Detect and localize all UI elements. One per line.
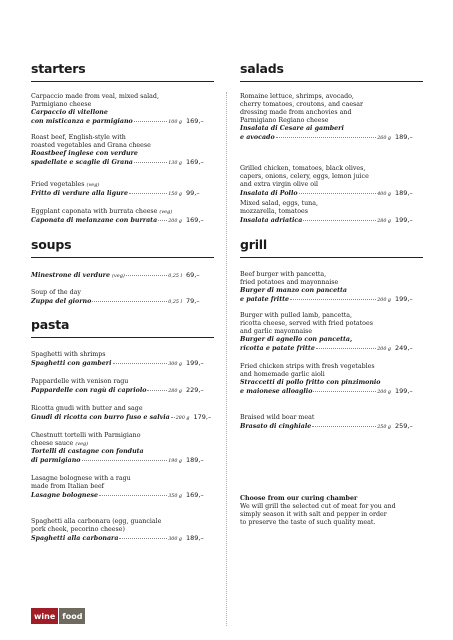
item-description: capers, onions, celery, eggs, lemon juice (240, 173, 369, 181)
item-price: 199,– (395, 295, 413, 304)
menu-item (31, 475, 214, 501)
item-description: Pappardelle with venison ragu (31, 378, 129, 385)
item-price-line (31, 216, 214, 226)
item-description: Fried chicken strips with fresh vegetables (240, 363, 375, 370)
item-description: roasted vegetables and Grana cheese (31, 142, 151, 150)
item-quantity: 250 g (377, 425, 391, 431)
menu-item (31, 405, 214, 423)
wine-food-logo (31, 608, 85, 624)
item-italian-name: Zuppa del giorno (31, 298, 92, 306)
item-price: 189,– (186, 456, 204, 465)
dotted-leader (126, 275, 167, 276)
dotted-leader (276, 137, 377, 138)
item-price: 169,– (186, 491, 204, 500)
note-line: simply season it with salt and pepper in order (240, 511, 387, 519)
item-italian-name: spadellate e scaglie di Grana (31, 159, 133, 167)
dotted-leader (313, 391, 376, 392)
item-price-line (240, 133, 423, 143)
item-italian-name: Brasato di cinghiale (240, 423, 312, 431)
item-quantity: 280 g (175, 416, 190, 422)
item-description: mozzarella, tomatoes (240, 208, 308, 216)
item-italian-name: Minestrone di verdure (31, 272, 110, 279)
item-price: 199,– (186, 359, 204, 368)
item-price-line (240, 216, 423, 226)
dotted-leader (92, 301, 167, 302)
menu-item (31, 378, 214, 396)
item-description: pork cheek, pecorino cheese) (31, 526, 125, 534)
dotted-leader (303, 220, 376, 221)
curing-chamber-note (240, 495, 423, 527)
item-quantity: 300 g (168, 362, 182, 368)
item-price: 199,– (395, 387, 413, 396)
item-quantity: 260 g (377, 136, 391, 142)
item-price-line (31, 456, 214, 466)
item-price: 199,– (395, 216, 413, 225)
item-quantity: 130 g (168, 161, 182, 167)
item-description: dressing made from anchovies and (240, 109, 352, 117)
menu-item (31, 181, 214, 199)
note-title: Choose from our curing chamber (240, 495, 358, 502)
veg-tag: (veg) (111, 273, 125, 279)
item-price: 169,– (186, 216, 204, 225)
item-description: and extra virgin olive oil (240, 181, 319, 189)
dotted-leader (171, 417, 175, 418)
menu-item (31, 271, 214, 281)
item-italian-name: e patate fritte (240, 296, 290, 304)
item-price: 249,– (395, 344, 413, 353)
item-quantity: 190 g (168, 459, 182, 465)
item-description: Eggplant caponata with burrata cheese (31, 208, 158, 215)
item-italian-name: Straccetti di pollo fritto con pinzimonio (240, 379, 381, 387)
item-quantity: 280 g (168, 389, 182, 395)
dotted-leader (312, 426, 376, 427)
menu-item (31, 208, 214, 226)
item-italian-name: Spaghetti alla carbonara (31, 535, 119, 543)
item-quantity: 400 g (377, 192, 391, 198)
item-italian-name: Insalata di Cesare ai gamberi (240, 125, 344, 133)
veg-tag: (veg) (75, 441, 89, 448)
section-header-salads (240, 61, 423, 82)
item-quantity: 200 g (377, 390, 391, 396)
item-quantity: 280 g (377, 219, 391, 225)
menu-item (31, 518, 214, 544)
item-quantity: 200 g (168, 219, 182, 225)
item-italian-name: Burger di manzo con pancetta (240, 287, 348, 295)
menu-item (31, 289, 214, 307)
item-price-line (31, 359, 214, 369)
menu-item (31, 432, 214, 466)
section-header-grill (240, 237, 423, 258)
item-quantity: 200 g (377, 298, 391, 304)
dotted-leader (158, 220, 167, 221)
item-price-line (31, 158, 214, 168)
item-price-line (240, 344, 423, 354)
item-price-line (31, 386, 214, 396)
item-description-line (31, 208, 214, 216)
item-italian-name: Burger di agnello con pancetta, (240, 336, 353, 344)
section-header-starters (31, 61, 214, 82)
item-italian-name: Tortelli di castagne con fonduta (31, 448, 144, 456)
menu-item (31, 134, 214, 168)
item-description: Carpaccio made from veal, mixed salad, (31, 93, 159, 100)
item-price: 169,– (186, 158, 204, 167)
item-description: Chestnutt tortelli with Parmigiano (31, 432, 141, 439)
item-italian-name: Pappardelle con ragù di capriolo (31, 387, 147, 395)
item-price-line (31, 189, 214, 199)
item-price: 259,– (395, 422, 413, 431)
item-description: Parmigiano Regiano cheese (240, 117, 329, 125)
item-description: cheese sauce (31, 440, 74, 448)
menu-item (240, 363, 423, 397)
item-quantity: 0,25 l (168, 274, 182, 279)
section-title-pasta: pasta (31, 317, 70, 332)
item-italian-name: ricotta e patate fritte (240, 345, 315, 353)
item-description: Spaghetti with shrimps (31, 351, 106, 358)
dotted-leader (129, 193, 167, 194)
dotted-leader (147, 390, 167, 391)
item-price: 99,– (186, 189, 200, 198)
item-description: Roast beef, English-style with (31, 134, 126, 141)
menu-item (31, 351, 214, 369)
item-description: Beef burger with pancetta, (240, 271, 327, 278)
dotted-leader (299, 193, 377, 194)
item-description: cherry tomatoes, croutons, and caesar (240, 101, 364, 109)
item-description: Fried vegetables (31, 181, 85, 188)
menu-item (240, 271, 423, 305)
item-price-line (31, 491, 214, 501)
item-price-line (31, 413, 214, 423)
dotted-leader (316, 348, 376, 349)
item-price: 179,– (193, 413, 212, 422)
item-italian-name: e maionese alloaglio (240, 388, 313, 396)
item-price: 79,– (186, 297, 200, 306)
item-price: 189,– (186, 534, 204, 543)
item-italian-name: e avocado (240, 134, 275, 142)
item-quantity: 150 g (168, 192, 182, 198)
section-title-soups: soups (31, 237, 72, 252)
item-description: Burger with pulled lamb, pancetta, (240, 312, 353, 319)
item-quantity: 350 g (168, 494, 182, 500)
menu-item (240, 414, 423, 432)
section-header-soups (31, 237, 214, 258)
item-italian-name: con misticanza e parmigiano (31, 118, 133, 126)
item-description: Mixed salad, eggs, tuna, (240, 200, 318, 207)
section-title-starters: starters (31, 61, 86, 76)
item-price-line (240, 189, 423, 199)
item-price: 189,– (395, 133, 413, 142)
item-italian-name: Fritto di verdure alla ligure (31, 190, 128, 198)
item-description: ricotta cheese, served with fried potatoes (240, 320, 373, 328)
dotted-leader (290, 299, 376, 300)
section-title-grill: grill (240, 237, 267, 252)
menu-item (240, 312, 423, 354)
item-quantity: 200 g (377, 347, 391, 353)
item-description: made from Italian beef (31, 483, 105, 491)
dotted-leader (134, 162, 167, 163)
item-price-line (31, 534, 214, 544)
item-italian-name: Gnudi di ricotta con burro fuso e salvia (31, 414, 170, 422)
item-description: Ricotta gnudi with butter and sage (31, 405, 143, 412)
item-price-line (31, 271, 214, 281)
veg-tag: (veg) (159, 209, 173, 215)
veg-tag: (veg) (86, 182, 100, 188)
item-description: Grilled chicken, tomatoes, black olives, (240, 165, 366, 172)
item-description: Lasagne bolognese with a ragu (31, 475, 131, 482)
item-quantity: 100 g (168, 120, 182, 126)
section-header-pasta (31, 317, 214, 338)
item-italian-name: Carpaccio di vitellone (31, 109, 108, 117)
dotted-leader (119, 538, 167, 539)
item-price: 229,– (186, 386, 204, 395)
dotted-leader (134, 121, 167, 122)
item-italian-name: Insalata di Pollo (240, 190, 298, 198)
item-price: 189,– (395, 189, 413, 198)
item-italian-name: Lasagne bolognese (31, 492, 99, 500)
item-description-line (31, 440, 214, 448)
menu-item (240, 165, 423, 199)
section-title-salads: salads (240, 61, 284, 76)
item-price-line (240, 422, 423, 432)
logo-food: food (59, 608, 85, 624)
item-italian-name: Caponata di melanzane con burrata (31, 217, 158, 225)
menu-item (240, 93, 423, 144)
item-description: Soup of the day (31, 289, 81, 296)
dotted-leader (82, 460, 168, 461)
item-price-line (31, 117, 214, 127)
column-divider (226, 92, 227, 626)
item-description: and garlic mayonnaise (240, 328, 313, 336)
item-description: Braised wild boar meat (240, 414, 315, 421)
note-line: We will grill the selected cut of meat for you and (240, 503, 396, 511)
item-price: 169,– (186, 117, 204, 126)
item-description: Spaghetti alla carbonara (egg, guanciale (31, 518, 162, 525)
item-description: Parmigiano cheese (31, 101, 92, 109)
item-description: Romaine lettuce, shrimps, avocado, (240, 93, 354, 100)
menu-item (31, 93, 214, 127)
item-description: fried potatoes and mayonnaise (240, 279, 339, 287)
menu-item (240, 200, 423, 226)
item-quantity: 0,25 l (168, 300, 182, 306)
item-price-line (240, 295, 423, 305)
item-italian-name: di parmigiano (31, 457, 81, 465)
item-description-line (31, 181, 214, 189)
item-quantity: 300 g (168, 537, 182, 543)
dotted-leader (113, 363, 168, 364)
logo-wine: wine (31, 608, 58, 624)
item-description: and homemade garlic aioli (240, 371, 325, 379)
note-line: to preserve the taste of such quality meat. (240, 519, 376, 527)
item-italian-name: Spaghetti con gamberi (31, 360, 112, 368)
item-italian-name: Insalata adriatica (240, 217, 303, 225)
item-price-line (240, 387, 423, 397)
dotted-leader (99, 495, 167, 496)
item-price: 69,– (186, 271, 200, 279)
item-italian-name: Roastbeef inglese con verdure (31, 150, 138, 158)
item-price-line (31, 297, 214, 307)
